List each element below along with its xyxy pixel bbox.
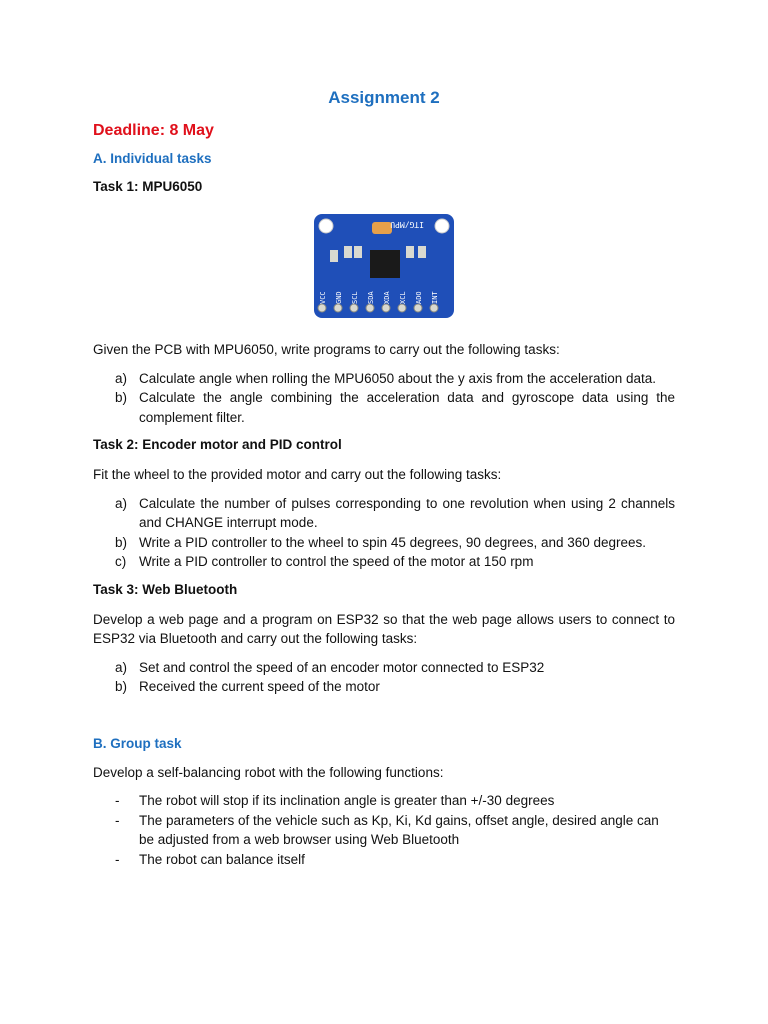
task1-list [93, 369, 675, 428]
document-page [93, 86, 675, 869]
list-item: b) Write a PID controller to the wheel to spin 45 degrees, 90 degrees, and 360 degrees. [115, 534, 647, 550]
section-b-heading: B. Group task [93, 735, 182, 751]
pin-label: VCC [319, 291, 327, 304]
task2-intro: Fit the wheel to the provided motor and carry out the following tasks: [93, 467, 502, 482]
led [372, 222, 392, 234]
pin-label: SDA [367, 291, 375, 304]
pin-label: SCL [351, 291, 359, 304]
list-item: b) Calculate the angle combining the acceleration data and gyroscope data using the complement filter. [115, 390, 675, 425]
task3-list [93, 658, 675, 697]
pin-label: GND [335, 291, 343, 304]
task2-heading: Task 2: Encoder motor and PID control [93, 437, 342, 452]
list-item: a) Calculate angle when rolling the MPU6050 about the y axis from the acceleration data. [115, 370, 657, 386]
chip [370, 250, 400, 278]
deadline: Deadline: 8 May [93, 122, 214, 139]
list-item: b) Received the current speed of the motor [115, 679, 380, 694]
pin-label: XCL [399, 291, 407, 304]
page-title: Assignment 2 [328, 88, 440, 107]
task3-intro: Develop a web page and a program on ESP32 so that the web page allows users to connect to ESP32 via Bluetooth and carry out the following tasks: [93, 611, 675, 646]
pin-label: ADO [415, 291, 423, 304]
pin-label: INT [431, 291, 439, 304]
mpu6050-board-image [310, 210, 458, 322]
chip-label-text: ITG/MPU [390, 220, 424, 229]
task1-heading: Task 1: MPU6050 [93, 179, 203, 194]
task2-list [93, 494, 675, 572]
list-item: a) Set and control the speed of an encoder motor connected to ESP32 [115, 659, 545, 675]
group-intro: Develop a self-balancing robot with the following functions: [93, 764, 444, 780]
group-list [93, 791, 675, 869]
list-item: - The parameters of the vehicle such as Kp, Ki, Kd gains, offset angle, desired angle can be adjusted from a web browser using Web Bluetooth [115, 812, 659, 847]
mpu6050-board-figure [93, 210, 675, 322]
pin-label: XDA [383, 291, 391, 304]
task1-intro: Given the PCB with MPU6050, write programs to carry out the following tasks: [93, 342, 560, 357]
list-item: c) Write a PID controller to control the speed of the motor at 150 rpm [115, 554, 534, 569]
list-item: a) Calculate the number of pulses corresponding to one revolution when using 2 channels and CHANGE interrupt mode. [115, 495, 675, 530]
task3-heading: Task 3: Web Bluetooth [93, 581, 238, 597]
section-a-heading: A. Individual tasks [93, 151, 212, 166]
list-item: - The robot will stop if its inclination angle is greater than +/-30 degrees [115, 793, 555, 808]
list-item: - The robot can balance itself [115, 851, 305, 867]
